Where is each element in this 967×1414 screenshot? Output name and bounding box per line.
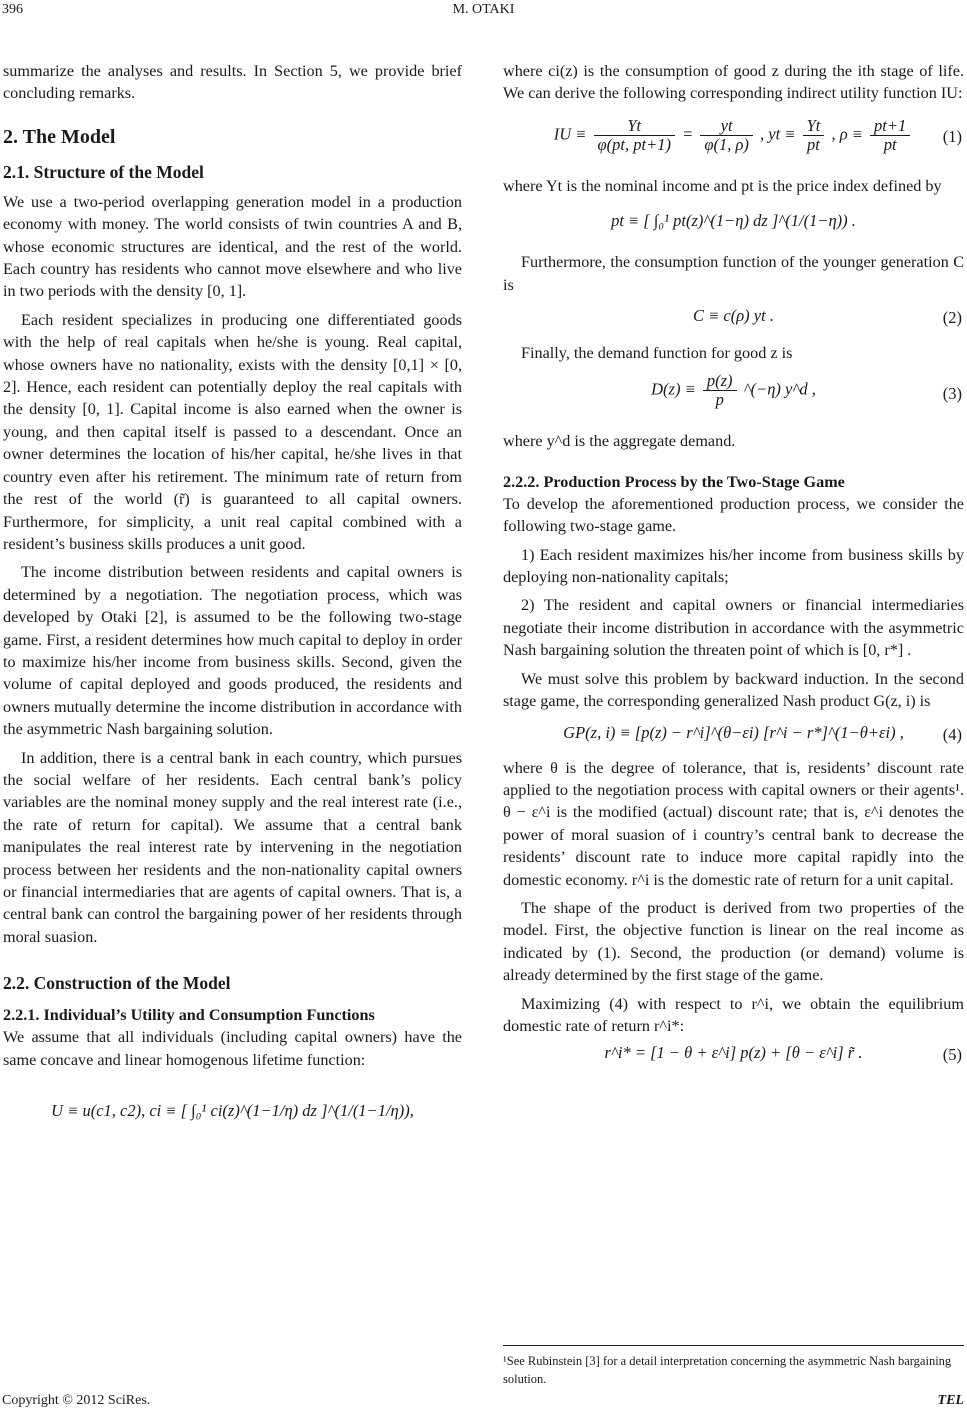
list-item: 1) Each resident maximizes his/her income from business skills by deploying non-nationality capitals; (503, 545, 964, 587)
subsubsection-heading: 2.2.2. Production Process by the Two-Stage Game (503, 472, 845, 491)
paragraph: The shape of the product is derived from two properties of the model. First, the objective function is linear on the real income as indicated by (1). Second, the production (or demand) volume is already determined by the first stage of the game. (503, 898, 964, 985)
equation-number: (4) (942, 724, 962, 744)
paragraph: The income distribution between residents and capital owners is determined by a negotiation. The negotiation process, which was developed by Otaki [2], is assumed to be the following two-stage game. First, a resident determines how much capital to deploy in order to maximize his/her income from business skills. Second, given the volume of capital deployed and goods produced, the residents and owners mutually determine the income distribution in accordance with the asymmetric Nash bargaining solution. (3, 563, 462, 739)
paragraph: where θ is the degree of tolerance, that is, residents’ discount rate applied to the negotiation process with capital owners or their agents¹. θ − ε^i is the modified (actual) discount rate; that is, ε^i denotes the power of moral suasion of i country’s central bank to decrease the residents’ discount rate to induce more capital rapidly into the domestic economy. r^i is the domestic rate of return for a unit capital. (503, 758, 964, 889)
subsubsection-heading: 2.2.1. Individual’s Utility and Consumption Functions (3, 1006, 375, 1025)
subsection-heading: 2.2. Construction of the Model (3, 973, 231, 994)
equation-number: (2) (942, 308, 962, 328)
paragraph: summarize the analyses and results. In Section 5, we provide brief concluding remarks. (3, 62, 462, 103)
left-column (3, 60, 462, 1137)
paragraph: Furthermore, the consumption function of the younger generation C is (503, 253, 964, 294)
page-header (0, 2, 967, 24)
right-column (503, 60, 964, 1077)
equation-price-index: pt ≡ [ ∫₀¹ pt(z)^(1−η) dz ]^(1/(1−η)) . (611, 211, 856, 231)
equation-1: IU ≡ $\frac{Yt}{\varphi(pt, pt+1)}$ = $\frac{yt}{\varphi(1, \rho)}$ , yt ≡ $\frac{Yt}{pt}$ , ρ ≡ $\frac{pt+1}{pt}$ (1) (553, 115, 962, 154)
equation-3: D(z) ≡ $\frac{p(z)}{p}$ ^(−η) y^d , (3) (651, 371, 962, 410)
copyright: Copyright © 2012 SciRes. (2, 1393, 151, 1408)
paragraph: To develop the aforementioned production process, we consider the following two-stage game. (503, 494, 964, 536)
paragraph: We use a two-period overlapping generation model in a production economy with money. The world consists of twin countries A and B, whose economic structures are identical, and the rest of the world. Each country has residents who cannot move elsewhere and who live in two periods with the density [0, 1]. (3, 192, 462, 301)
paragraph: We assume that all individuals (including capital owners) have the same concave and linear homogenous lifetime function: (3, 1028, 462, 1069)
equation-number: (3) (942, 384, 962, 404)
equation-2: C ≡ c(ρ) yt . (2) (693, 306, 962, 328)
journal-name: TEL (937, 1393, 964, 1408)
paragraph: Each resident specializes in producing one differentiated goods with the help of real capitals when he/she is young. Real capital, whose owners have no nationality, exists with the density [0,1] × [0, 2]. Hence, each resident can potentially deploy the real capitals with the density [0, 1]. Capital income is also earned when the owner is young, and then capital itself is passed to a descendant. Once an owner determines the location of his/her capital, he/she lives in that country even after his retirement. The minimum rate of return from the rest of the world (r̃) is guaranteed to all capital owners. Furthermore, for simplicity, a unit real capital combined with a resident’s business skills produces a unit good. (3, 310, 462, 553)
page-footer (0, 1393, 967, 1413)
running-author: M. OTAKI (452, 2, 515, 17)
paragraph: We must solve this problem by backward induction. In the second stage game, the corresponding generalized Nash product G(z, i) is (503, 669, 964, 711)
equation-number: (1) (942, 126, 962, 146)
equation-4: GP(z, i) ≡ [p(z) − r^i]^(θ−εi) [r^i − r*]^(1−θ+εi) , (4) (563, 722, 962, 744)
paragraph: Maximizing (4) with respect to r^i, we obtain the equilibrium domestic rate of return r^i*: (503, 994, 964, 1035)
section-heading: 2. The Model (3, 125, 116, 148)
paragraph: where Yt is the nominal income and pt is the price index defined by (503, 176, 942, 195)
equation-utility: U ≡ u(c1, c2), ci ≡ [ ∫₀¹ ci(z)^(1−1/η) dz ]^(1/(1−1/η)), (51, 1101, 414, 1121)
paragraph: where ci(z) is the consumption of good z during the ith stage of life. We can derive the following corresponding indirect utility function IU: (503, 62, 964, 103)
equation-number: (5) (942, 1045, 962, 1065)
page-number: 396 (2, 2, 23, 17)
footnote-rule (503, 1345, 964, 1346)
list-item: 2) The resident and capital owners or financial intermediaries negotiate their income distribution in accordance with the asymmetric Nash bargaining solution the threaten point of which is [0, r*] . (503, 596, 964, 660)
subsection-heading: 2.1. Structure of the Model (3, 161, 204, 182)
paragraph: In addition, there is a central bank in each country, which pursues the social welfare of her residents. Each central bank’s policy variables are the nominal money supply and the real interest rate (i.e., the rate of return for capital). We assume that a central bank manipulates the real interest rate by intervening in the negotiation process between her residents and the non-nationality capital owners or financial intermediaries that are agents of capital owners. That is, a central bank can control the bargaining power of her residents through moral suasion. (3, 748, 462, 946)
equation-5: r^i* = [1 − θ + ε^i] p(z) + [θ − ε^i] r̃ . (5) (604, 1043, 962, 1065)
footnote: ¹See Rubinstein [3] for a detail interpretation concerning the asymmetric Nash bargaining solution. (503, 1354, 952, 1386)
paragraph: where y^d is the aggregate demand. (503, 432, 736, 451)
paragraph: Finally, the demand function for good z is (521, 344, 793, 363)
